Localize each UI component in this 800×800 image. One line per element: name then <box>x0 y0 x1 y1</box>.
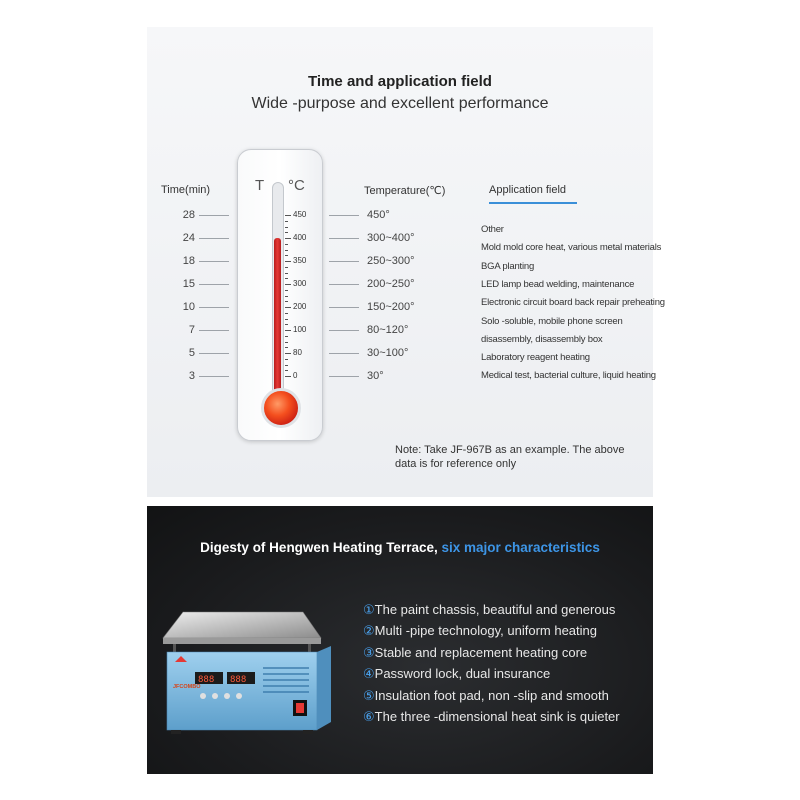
scale-tick <box>285 307 291 308</box>
feature-text: Stable and replacement heating core <box>374 644 588 660</box>
time-application-panel <box>147 27 665 497</box>
temperature-header: Temperature(℃) <box>364 185 446 197</box>
device-display-left: 888 <box>198 675 215 685</box>
note-line-2: data is for reference only <box>395 458 517 470</box>
feature-number: ⑥ <box>363 709 375 724</box>
scale-minor-tick <box>285 324 288 325</box>
time-value: 24 <box>182 232 195 244</box>
application-item: BGA planting <box>481 260 535 272</box>
feature-number: ④ <box>363 666 375 682</box>
feature-text: The paint chassis, beautiful and generous <box>374 602 616 617</box>
temperature-value: 300~400° <box>367 232 415 244</box>
temperature-value: 250~300° <box>367 255 415 267</box>
time-dash-line <box>199 353 229 354</box>
characteristics-title <box>147 540 653 555</box>
application-item: Other <box>481 224 504 235</box>
scale-minor-tick <box>285 319 288 320</box>
scale-tick <box>285 284 291 285</box>
scale-minor-tick <box>285 336 288 337</box>
scale-minor-tick <box>285 221 288 222</box>
application-item: Laboratory reagent heating <box>481 352 590 364</box>
scale-minor-tick <box>285 342 288 343</box>
scale-number: 450 <box>293 210 307 219</box>
temperature-dash-line <box>329 215 359 216</box>
temperature-dash-line <box>329 261 359 262</box>
time-header: Time(min) <box>161 184 211 196</box>
feature-item <box>363 688 609 704</box>
scale-number: 80 <box>293 348 302 357</box>
panel-subtitle: Wide -purpose and excellent performance <box>251 95 549 112</box>
scale-minor-tick <box>285 278 288 279</box>
thermo-c-label: °C <box>288 177 305 194</box>
thermometer-mercury <box>274 238 281 399</box>
feature-number: ③ <box>363 644 375 660</box>
temperature-dash-line <box>329 330 359 331</box>
scale-minor-tick <box>285 301 288 302</box>
time-dash-line <box>199 307 229 308</box>
thermometer-bulb <box>261 388 301 428</box>
scale-minor-tick <box>285 365 288 366</box>
application-item: Solo -soluble, mobile phone screen <box>481 315 623 327</box>
scale-minor-tick <box>285 227 288 228</box>
time-dash-line <box>199 284 229 285</box>
characteristics-title-highlight: six major characteristics <box>441 540 600 555</box>
application-item: Electronic circuit board back repair preheating <box>481 297 665 309</box>
application-item: disassembly, disassembly box <box>481 333 603 345</box>
feature-text: Multi -pipe technology, uniform heating <box>374 623 597 639</box>
scale-number: 350 <box>293 256 307 265</box>
temperature-dash-line <box>329 376 359 377</box>
scale-number: 300 <box>293 279 307 288</box>
temperature-value: 150~200° <box>367 301 415 313</box>
time-value: 18 <box>182 255 195 267</box>
scale-minor-tick <box>285 313 288 314</box>
temperature-value: 200~250° <box>367 278 415 290</box>
scale-tick <box>285 330 291 331</box>
device-display-right: 888 <box>230 675 247 685</box>
characteristics-title-main: Digesty of Hengwen Heating Terrace, <box>200 540 442 555</box>
heating-plate-device-image <box>153 606 341 746</box>
scale-minor-tick <box>285 370 288 371</box>
scale-minor-tick <box>285 267 288 268</box>
temperature-dash-line <box>329 284 359 285</box>
feature-item <box>363 602 615 618</box>
time-value: 28 <box>182 209 195 221</box>
feature-item <box>363 645 587 661</box>
scale-minor-tick <box>285 347 288 348</box>
scale-tick <box>285 238 291 239</box>
thermo-t-label: T <box>255 177 265 194</box>
scale-minor-tick <box>285 244 288 245</box>
temperature-dash-line <box>329 238 359 239</box>
scale-minor-tick <box>285 250 288 251</box>
time-dash-line <box>199 215 229 216</box>
time-value: 5 <box>188 347 195 359</box>
panel-title: Time and application field <box>308 73 492 90</box>
scale-minor-tick <box>285 359 288 360</box>
scale-number: 200 <box>293 302 307 311</box>
feature-text: Password lock, dual insurance <box>374 666 551 682</box>
time-dash-line <box>199 330 229 331</box>
scale-number: 0 <box>293 371 298 380</box>
time-dash-line <box>199 261 229 262</box>
time-dash-line <box>199 238 229 239</box>
note-line-1: Note: Take JF-967B as an example. The above <box>395 444 625 456</box>
scale-tick <box>285 353 291 354</box>
feature-item <box>363 666 550 682</box>
scale-number: 100 <box>293 325 307 334</box>
feature-item <box>363 623 597 639</box>
feature-number: ② <box>363 623 375 639</box>
scale-minor-tick <box>285 290 288 291</box>
temperature-value: 80~120° <box>367 324 409 336</box>
device-brand-text: JFCOMBO <box>173 684 201 690</box>
application-item: Mold mold core heat, various metal materials <box>481 242 662 254</box>
time-value: 7 <box>188 324 195 336</box>
temperature-dash-line <box>329 307 359 308</box>
application-header-underline <box>489 202 577 204</box>
scale-minor-tick <box>285 296 288 297</box>
temperature-value: 450° <box>367 209 390 221</box>
time-value: 15 <box>182 278 195 290</box>
time-dash-line <box>199 376 229 377</box>
time-value: 3 <box>188 370 195 382</box>
temperature-value: 30~100° <box>367 347 409 359</box>
application-item: LED lamp bead welding, maintenance <box>481 278 635 290</box>
scale-tick <box>285 376 291 377</box>
temperature-value: 30° <box>367 370 384 382</box>
characteristics-panel <box>147 506 653 774</box>
scale-minor-tick <box>285 273 288 274</box>
feature-number: ⑤ <box>363 687 375 703</box>
application-item: Medical test, bacterial culture, liquid heating <box>481 370 656 382</box>
feature-text: The three -dimensional heat sink is quieter <box>374 709 620 724</box>
application-header: Application field <box>489 184 567 196</box>
time-value: 10 <box>182 301 195 313</box>
temperature-dash-line <box>329 353 359 354</box>
feature-number: ① <box>363 602 375 617</box>
scale-number: 400 <box>293 233 307 242</box>
feature-text: Insulation foot pad, non -slip and smooth <box>374 687 609 703</box>
scale-minor-tick <box>285 232 288 233</box>
feature-item <box>363 709 620 725</box>
scale-tick <box>285 261 291 262</box>
scale-minor-tick <box>285 255 288 256</box>
scale-tick <box>285 215 291 216</box>
